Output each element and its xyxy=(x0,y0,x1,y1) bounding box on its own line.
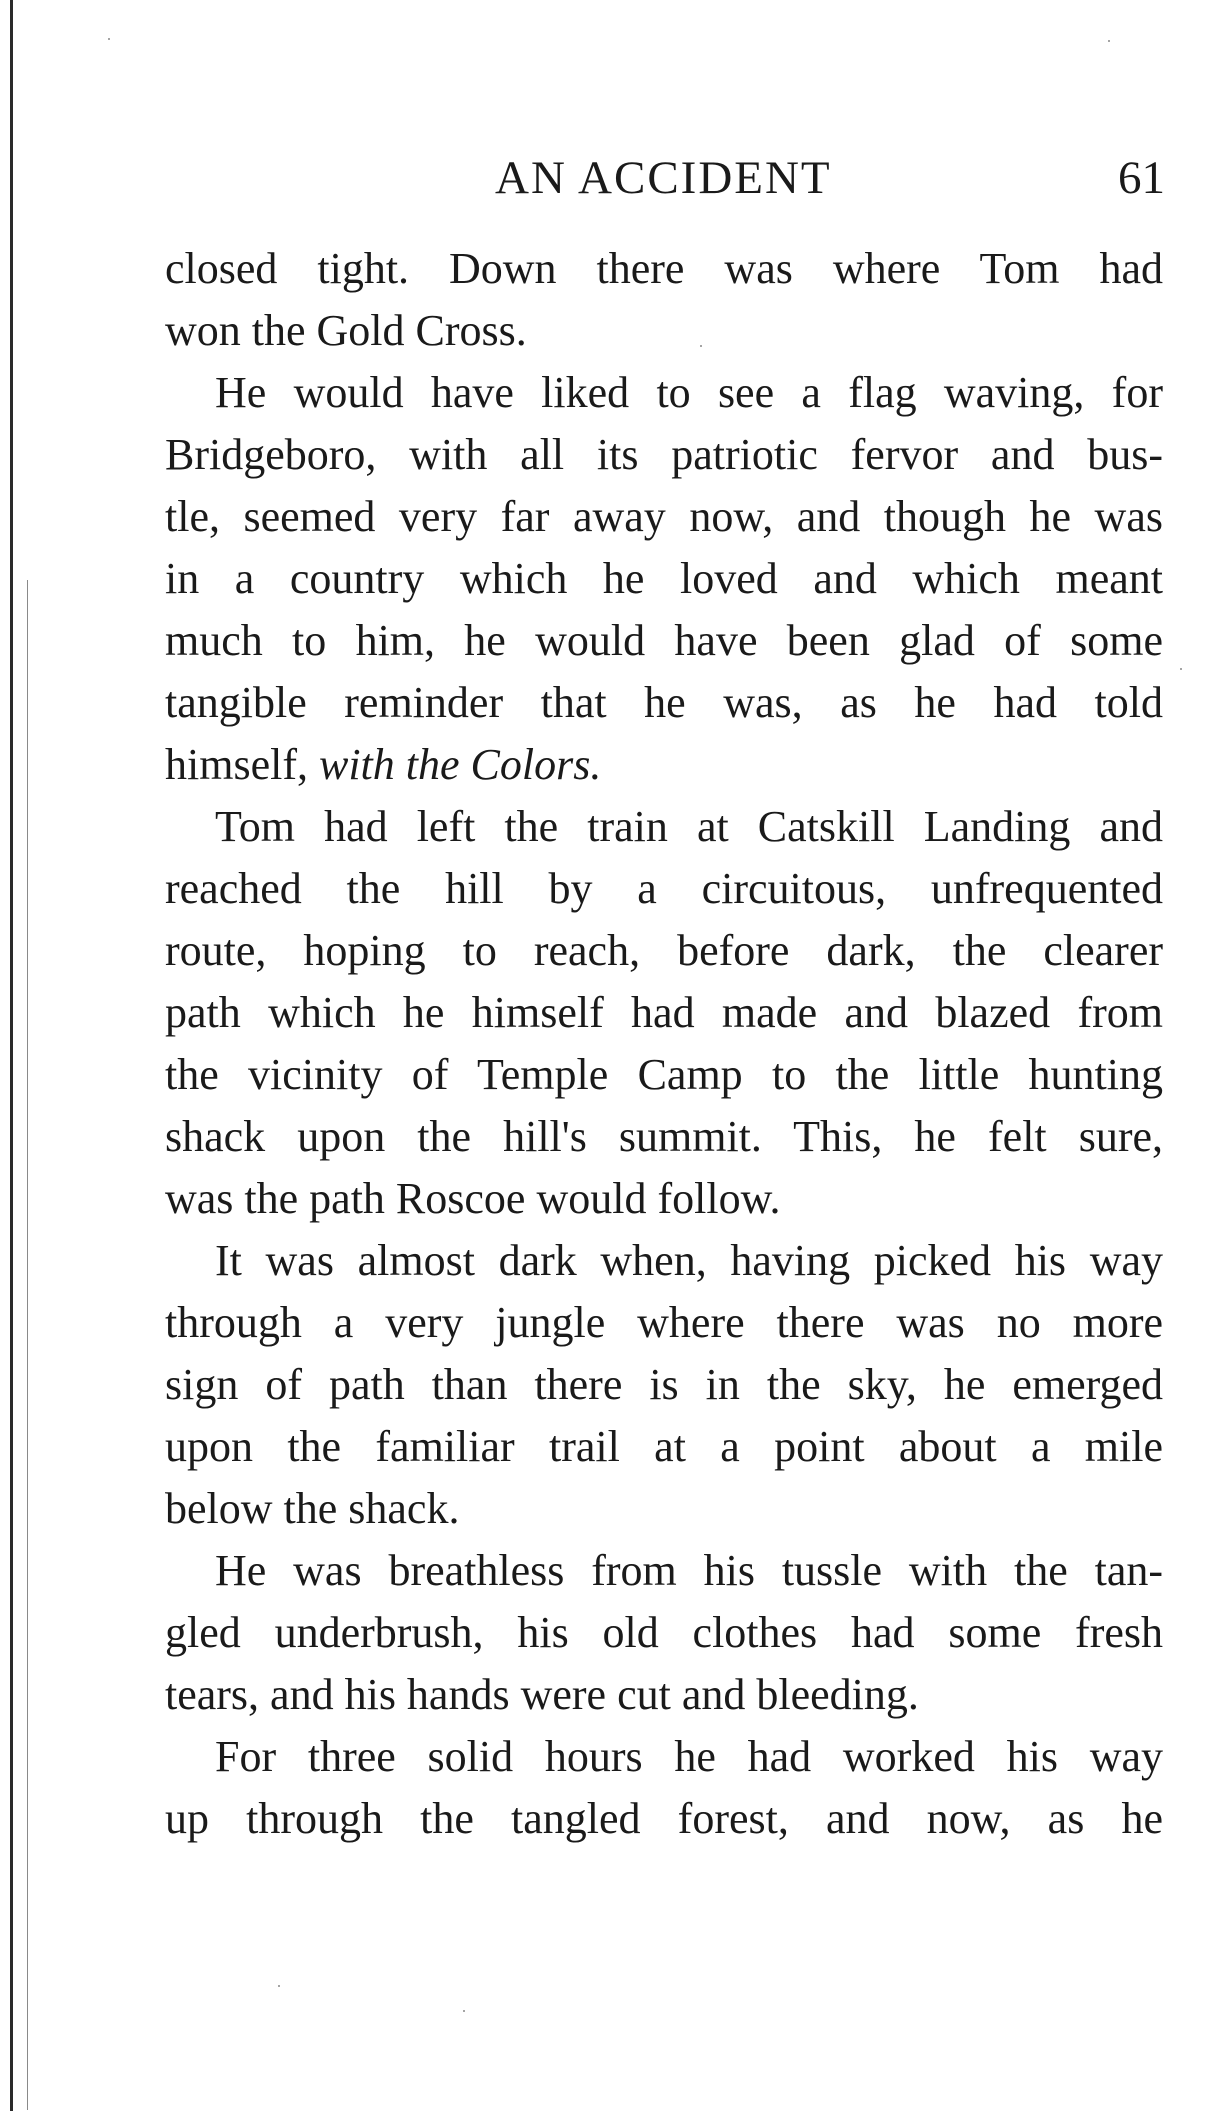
page-binding-shadow xyxy=(27,580,28,2110)
page-header xyxy=(165,148,1165,208)
paper-speck xyxy=(108,38,110,40)
italic-phrase: with the Colors. xyxy=(318,740,602,789)
paper-speck xyxy=(700,345,702,347)
body-text xyxy=(165,238,1163,1850)
text-line: won the Gold Cross. xyxy=(165,306,527,355)
text-line: gled underbrush, his old clothes had some fresh xyxy=(165,1608,1163,1657)
text-line: tangible reminder that he was, as he had told xyxy=(165,678,1163,727)
paper-speck xyxy=(1180,668,1182,670)
paper-speck xyxy=(463,2010,465,2012)
text-line: up through the tangled forest, and now, as he xyxy=(165,1794,1163,1843)
page-number: 61 xyxy=(1118,152,1165,204)
text-line: sign of path than there is in the sky, he emerged xyxy=(165,1360,1163,1409)
text-line: much to him, he would have been glad of some xyxy=(165,616,1163,665)
text-line: was the path Roscoe would follow. xyxy=(165,1174,781,1223)
page-binding-edge xyxy=(10,0,13,2111)
text-span: himself, xyxy=(165,740,308,789)
running-head: AN ACCIDENT xyxy=(495,152,832,204)
paper-speck xyxy=(278,1985,280,1987)
text-line: route, hoping to reach, before dark, the clearer xyxy=(165,926,1163,975)
text-line: in a country which he loved and which meant xyxy=(165,554,1163,603)
text-line: shack upon the hill's summit. This, he felt sure, xyxy=(165,1112,1163,1161)
text-line: upon the familiar trail at a point about a mile xyxy=(165,1422,1163,1471)
text-line: closed tight. Down there was where Tom had xyxy=(165,244,1163,293)
paper-speck xyxy=(1108,40,1110,42)
text-line: tle, seemed very far away now, and though he was xyxy=(165,492,1163,541)
text-line: Bridgeboro, with all its patriotic fervor and bus- xyxy=(165,430,1163,479)
text-line: the vicinity of Temple Camp to the little hunting xyxy=(165,1050,1163,1099)
text-line: He was breathless from his tussle with the tan- xyxy=(215,1546,1163,1595)
text-line: He would have liked to see a flag waving, for xyxy=(215,368,1163,417)
text-line: For three solid hours he had worked his way xyxy=(215,1732,1163,1781)
text-line: Tom had left the train at Catskill Landing and xyxy=(215,802,1163,851)
text-line: It was almost dark when, having picked his way xyxy=(215,1236,1163,1285)
text-line: path which he himself had made and blazed from xyxy=(165,988,1163,1037)
text-line: through a very jungle where there was no more xyxy=(165,1298,1163,1347)
text-line: tears, and his hands were cut and bleeding. xyxy=(165,1670,919,1719)
text-line: reached the hill by a circuitous, unfrequented xyxy=(165,864,1163,913)
text-line-with-italic xyxy=(165,734,1163,796)
text-line: below the shack. xyxy=(165,1484,460,1533)
